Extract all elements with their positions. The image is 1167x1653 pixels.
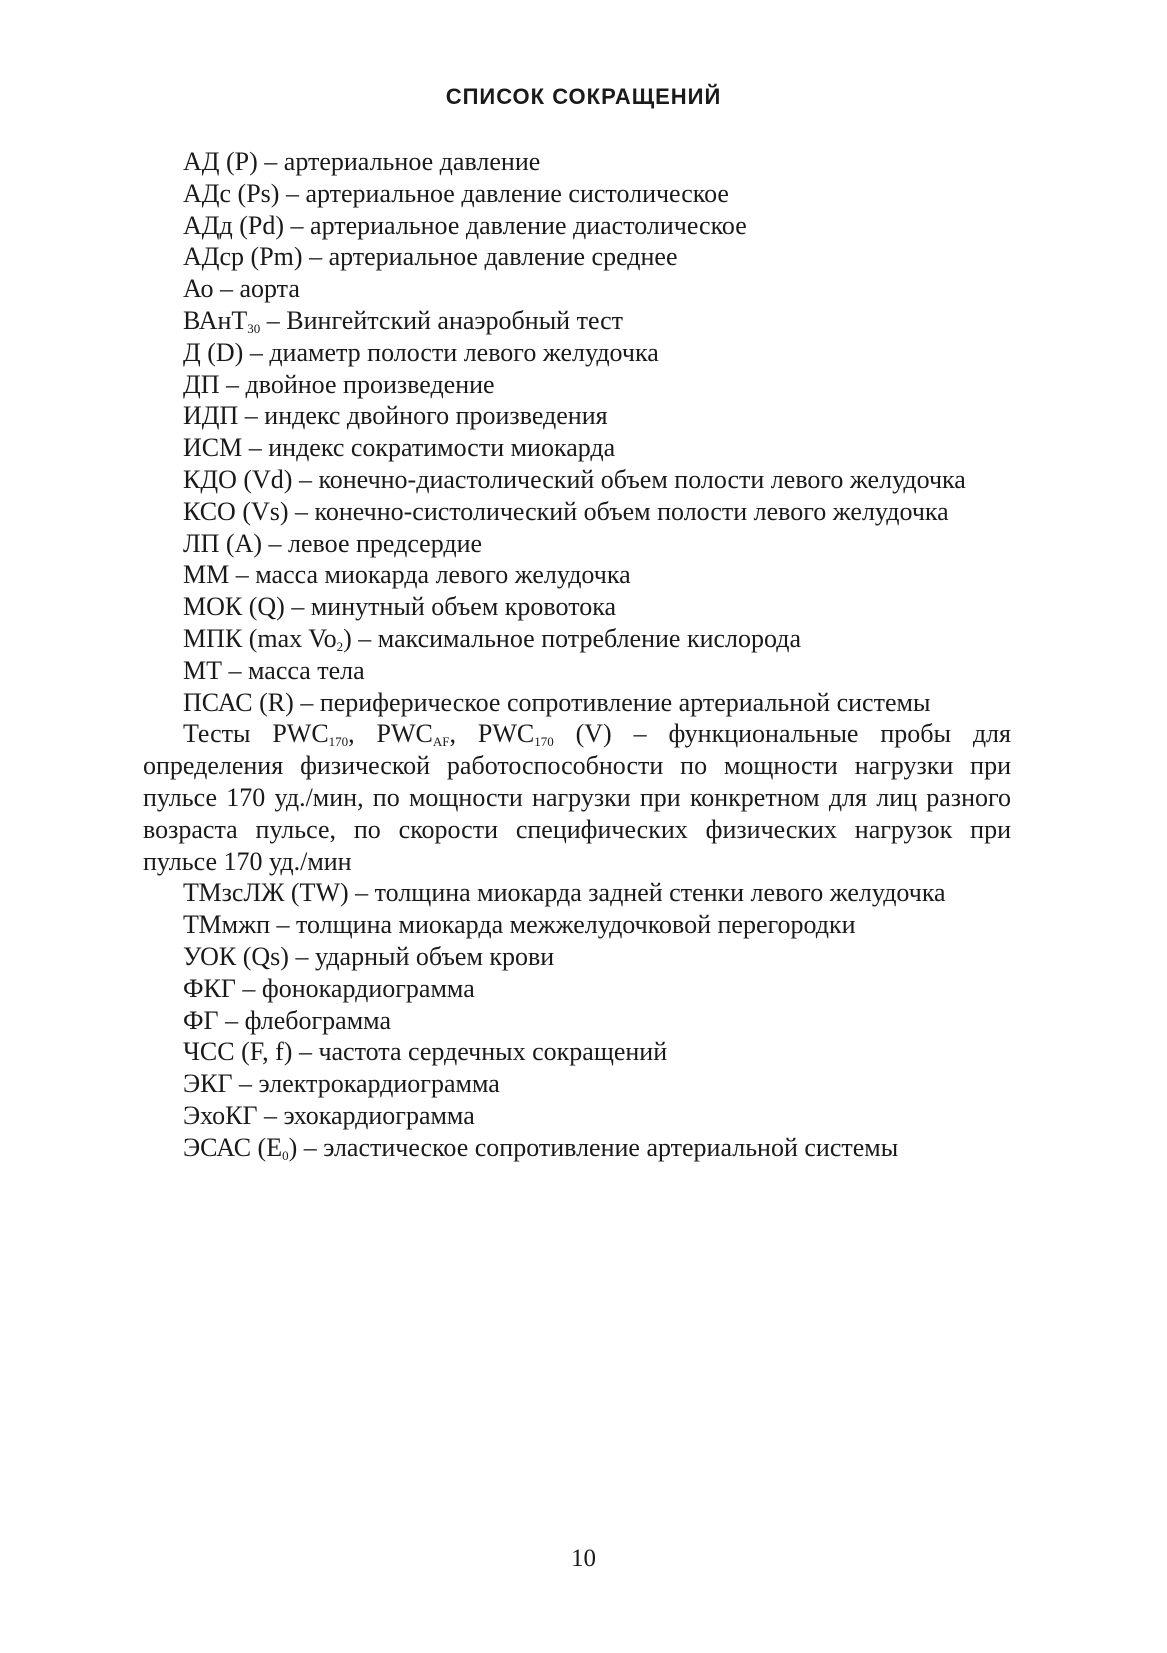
abbreviation-entry: ИСМ – индекс сократимости миокарда <box>183 433 616 463</box>
abbreviation-definition: минутный объем кровотока <box>310 592 616 622</box>
abbreviation-term: ТМзсЛЖ (TW) <box>183 878 349 908</box>
abbreviation-term: Д (D) <box>183 337 244 367</box>
abbreviation-definition: толщина миокарда межжелудочковой перегородки <box>296 910 856 940</box>
abbreviation-entry: АД (Р) – артериальное давление <box>183 147 541 176</box>
abbreviation-entry: ММ – масса миокарда левого желудочка <box>183 560 631 590</box>
abbreviation-definition: эластическое сопротивление артериальной системы <box>323 1132 899 1162</box>
abbreviation-definition: конечно-диастолический объем полости левого желудочка <box>318 464 966 494</box>
abbreviation-definition: эхокардиограмма <box>283 1100 475 1130</box>
abbreviation-entry: КСО (Vs) – конечно-систолический объем полости левого желудочка <box>183 496 949 526</box>
abbreviation-definition: ударный объем крови <box>314 941 555 971</box>
abbreviation-entry: Тесты $PWC_{170}$, $PWC_{AF}$, $PWC_{170}$ (V) – функциональные пробы для определения физической работоспособности по мощности нагрузки при пульсе 170 уд./мин, по мощности нагрузки при конкретном для лиц разного возраста пульсе, по скорости специфических физических нагрузок при пульсе 170 уд./мин <box>143 719 1011 876</box>
abbreviation-definition: конечно-систолический объем полости левого желудочка <box>314 496 949 526</box>
abbreviation-entry: Д (D) – диаметр полости левого желудочка <box>183 337 659 367</box>
page-number: 10 <box>571 1545 596 1572</box>
abbreviation-entry: АДс (Ps) – артериальное давление систолическое <box>183 178 729 208</box>
abbreviation-definition: фонокардиограмма <box>261 973 475 1003</box>
abbreviation-entry: ИДП – индекс двойного произведения <box>183 401 608 431</box>
abbreviation-term: МТ <box>183 655 222 685</box>
abbreviation-definition: масса миокарда левого желудочка <box>255 560 631 590</box>
page-title: СПИСОК СОКРАЩЕНИЙ <box>445 84 722 109</box>
abbreviation-term: КДО (Vd) <box>183 464 293 494</box>
abbreviation-definition: индекс сократимости миокарда <box>268 433 616 463</box>
abbreviation-entry: ДП – двойное произведение <box>183 369 495 399</box>
abbreviation-definition: Вингейтский анаэробный тест <box>286 305 624 335</box>
abbreviation-term: ЧСС (F, f) <box>183 1037 293 1067</box>
abbreviation-entry: КДО (Vd) – конечно-диастолический объем полости левого желудочка <box>183 464 966 494</box>
abbreviation-entry: ЭхоКГ – эхокардиограмма <box>183 1100 475 1130</box>
abbreviation-definition: левое предсердие <box>288 528 483 558</box>
abbreviation-definition: толщина миокарда задней стенки левого желудочка <box>374 878 946 908</box>
abbreviation-definition: артериальное давление <box>283 147 541 176</box>
abbreviation-term: ПСАС (R) <box>183 687 294 717</box>
abbreviation-definition: функциональные пробы для определения физической работоспособности по мощности нагрузки при пульсе 170 уд./мин, по мощности нагрузки при конкретном для лиц разного возраста пульсе, по скорости специфических физических нагрузок при пульсе 170 уд./мин <box>143 719 1011 876</box>
abbreviation-entry: МПК (max $Vo_2$) – максимальное потребление кислорода <box>183 623 802 654</box>
abbreviation-entry: ПСАС (R) – периферическое сопротивление артериальной системы <box>183 687 931 717</box>
abbreviation-entry: ВАнТ$_{30}$ – Вингейтский анаэробный тест <box>183 305 624 336</box>
abbreviation-term: АД (Р) <box>183 147 258 176</box>
abbreviation-entry: ЭКГ – электрокардиограмма <box>183 1069 500 1099</box>
abbreviation-entry: ТМзсЛЖ (TW) – толщина миокарда задней стенки левого желудочка <box>183 878 946 908</box>
abbreviation-entry: УОК (Qs) – ударный объем крови <box>183 941 555 971</box>
abbreviation-definition: диаметр полости левого желудочка <box>269 337 659 367</box>
abbreviation-definition: двойное произведение <box>245 369 495 399</box>
abbreviation-entry: ТМмжп – толщина миокарда межжелудочковой перегородки <box>183 910 856 940</box>
abbreviation-term: ММ <box>183 560 230 590</box>
abbreviation-entry: ЭСАС $(E_0)$ – эластическое сопротивление артериальной системы <box>183 1132 899 1163</box>
abbreviation-definition: электрокардиограмма <box>258 1069 500 1099</box>
abbreviation-definition: артериальное давление среднее <box>328 242 678 272</box>
abbreviation-term: КСО (Vs) <box>183 496 289 526</box>
abbreviation-entry: ЧСС (F, f) – частота сердечных сокращений <box>183 1037 668 1067</box>
abbreviation-definition: масса тела <box>248 655 365 685</box>
abbreviation-definition: артериальное давление систолическое <box>305 178 729 208</box>
abbreviation-entry: Ао – аорта <box>183 274 300 304</box>
abbreviation-term: ФКГ <box>183 973 236 1003</box>
abbreviation-definition: индекс двойного произведения <box>264 401 608 431</box>
abbreviation-definition: периферическое сопротивление артериальной системы <box>319 687 931 717</box>
abbreviation-entry: АДд (Pd) – артериальное давление диастолическое <box>183 210 747 240</box>
abbreviation-entry: АДср (Pm) – артериальное давление среднее <box>183 242 678 272</box>
abbreviation-entry: ЛП (А) – левое предсердие <box>183 528 483 558</box>
abbreviation-term: МОК (Q) <box>183 592 285 622</box>
abbreviation-entry: ФГ – флебограмма <box>183 1005 391 1035</box>
abbreviation-term: АДд (Pd) <box>183 210 285 240</box>
abbreviation-definition: аорта <box>239 274 300 304</box>
abbreviation-term: Тесты $PWC_{170}$, $PWC_{AF}$, $PWC_{170}$ (V) <box>183 719 612 750</box>
abbreviation-definition: флебограмма <box>244 1005 391 1035</box>
abbreviation-definition: артериальное давление диастолическое <box>310 210 747 240</box>
abbreviation-entry: МОК (Q) – минутный объем кровотока <box>183 592 616 622</box>
abbreviation-term: ДП <box>183 369 220 399</box>
abbreviation-term: ЛП (А) <box>183 528 263 558</box>
abbreviation-term: АДс (Ps) <box>183 178 280 208</box>
abbreviation-list <box>143 146 1011 1164</box>
abbreviation-definition: максимальное потребление кислорода <box>377 623 802 653</box>
abbreviation-term: УОК (Qs) <box>183 941 289 971</box>
abbreviation-term: МПК (max $Vo_2$) <box>183 623 352 654</box>
abbreviation-term: ЭКГ <box>183 1069 233 1099</box>
abbreviation-term: ЭСАС $(E_0)$ <box>183 1132 298 1163</box>
abbreviation-term: Ао <box>183 274 214 304</box>
abbreviation-entry: МТ – масса тела <box>183 655 365 685</box>
abbreviation-term: АДср (Pm) <box>183 242 303 272</box>
abbreviation-term: ТМмжп <box>183 910 270 940</box>
abbreviation-term: ЭхоКГ <box>183 1100 258 1130</box>
abbreviation-term: ИСМ <box>183 433 243 463</box>
abbreviation-definition: частота сердечных сокращений <box>318 1037 668 1067</box>
abbreviation-term: ВАнТ$_{30}$ <box>183 305 261 336</box>
abbreviation-entry: ФКГ – фонокардиограмма <box>183 973 475 1003</box>
abbreviation-term: ИДП <box>183 401 239 431</box>
abbreviation-term: ФГ <box>183 1005 219 1035</box>
